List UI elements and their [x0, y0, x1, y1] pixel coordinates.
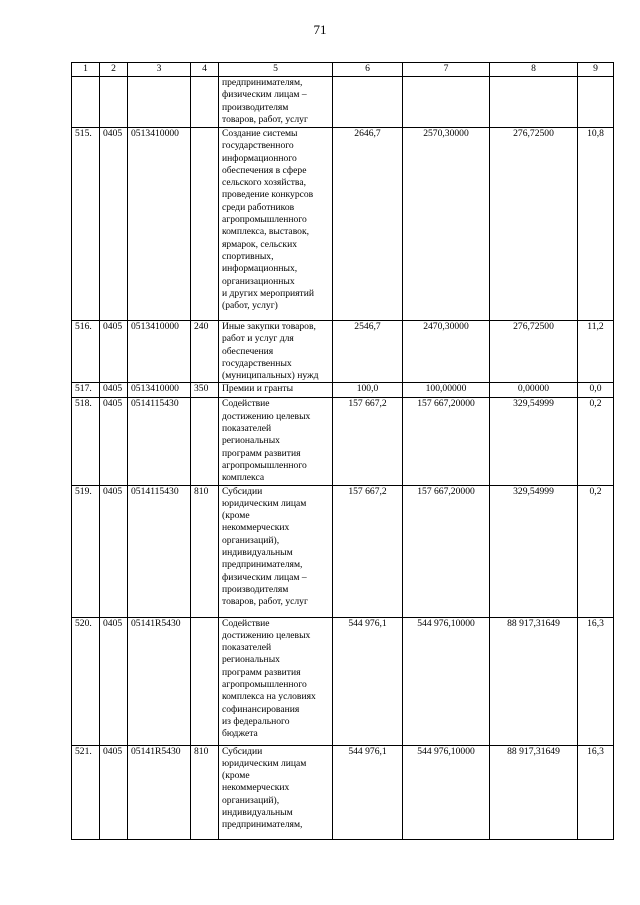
executed-amount: 88 917,31649	[490, 745, 578, 839]
column-header: 1	[72, 63, 100, 77]
approved-amount: 2646,7	[333, 128, 403, 321]
executed-amount: 276,72500	[490, 128, 578, 321]
target-article-code: 05141R5430	[128, 617, 191, 745]
header-row	[72, 63, 614, 77]
row-number	[72, 77, 100, 128]
executed-amount: 0,00000	[490, 383, 578, 398]
column-header: 2	[100, 63, 128, 77]
item-name: Содействие достижению целевых показателей региональных программ развития агропромышленного комплекса	[219, 398, 333, 485]
approved-amount: 544 976,1	[333, 617, 403, 745]
section-code: 0405	[100, 745, 128, 839]
plan-amount: 544 976,10000	[403, 745, 490, 839]
target-article-code: 0514115430	[128, 398, 191, 485]
item-name: Создание системы государственного информационного обеспечения в сфере сельского хозяйства, проведение конкурсов среди работников агропромышленного комплекса, выставок, ярмарок, сельских спортивных, информационных, организационных и других мероприятий (работ, услуг)	[219, 128, 333, 321]
approved-amount: 100,0	[333, 383, 403, 398]
item-name: предпринимателям, физическим лицам – производителям товаров, работ, услуг	[219, 77, 333, 128]
table-row	[72, 617, 614, 745]
expense-type-code	[191, 398, 219, 485]
table-row	[72, 383, 614, 398]
target-article-code: 0513410000	[128, 321, 191, 383]
row-number: 518.	[72, 398, 100, 485]
target-article-code: 0513410000	[128, 383, 191, 398]
expense-type-code	[191, 128, 219, 321]
column-header: 4	[191, 63, 219, 77]
row-number: 517.	[72, 383, 100, 398]
expense-type-code: 350	[191, 383, 219, 398]
approved-amount: 2546,7	[333, 321, 403, 383]
table-row	[72, 77, 614, 128]
item-name: Иные закупки товаров, работ и услуг для обеспечения государственных (муниципальных) нужд	[219, 321, 333, 383]
item-name: Субсидии юридическим лицам (кроме некоммерческих организаций), индивидуальным предпринимателям, физическим лицам – производителям товаров, работ, услуг	[219, 485, 333, 617]
target-article-code: 05141R5430	[128, 745, 191, 839]
section-code: 0405	[100, 128, 128, 321]
approved-amount: 157 667,2	[333, 398, 403, 485]
executed-amount: 276,72500	[490, 321, 578, 383]
execution-percent	[578, 77, 614, 128]
executed-amount: 329,54999	[490, 398, 578, 485]
table-row	[72, 128, 614, 321]
plan-amount: 100,00000	[403, 383, 490, 398]
expense-type-code: 240	[191, 321, 219, 383]
row-number: 516.	[72, 321, 100, 383]
column-header: 6	[333, 63, 403, 77]
item-name: Премии и гранты	[219, 383, 333, 398]
execution-percent: 16,3	[578, 745, 614, 839]
target-article-code	[128, 77, 191, 128]
column-header: 8	[490, 63, 578, 77]
plan-amount: 157 667,20000	[403, 485, 490, 617]
table-row	[72, 485, 614, 617]
column-header: 3	[128, 63, 191, 77]
expense-type-code: 810	[191, 745, 219, 839]
table-row	[72, 745, 614, 839]
section-code: 0405	[100, 321, 128, 383]
item-name: Содействие достижению целевых показателей региональных программ развития агропромышленного комплекса на условиях софинансирования из федерального бюджета	[219, 617, 333, 745]
section-code: 0405	[100, 485, 128, 617]
table-row	[72, 398, 614, 485]
item-name: Субсидии юридическим лицам (кроме некоммерческих организаций), индивидуальным предпринимателям,	[219, 745, 333, 839]
section-code: 0405	[100, 398, 128, 485]
column-header: 7	[403, 63, 490, 77]
budget-table	[71, 62, 614, 840]
plan-amount: 2470,30000	[403, 321, 490, 383]
plan-amount: 2570,30000	[403, 128, 490, 321]
executed-amount	[490, 77, 578, 128]
column-header: 9	[578, 63, 614, 77]
row-number: 520.	[72, 617, 100, 745]
executed-amount: 88 917,31649	[490, 617, 578, 745]
row-number: 519.	[72, 485, 100, 617]
row-number: 521.	[72, 745, 100, 839]
row-number: 515.	[72, 128, 100, 321]
plan-amount: 157 667,20000	[403, 398, 490, 485]
expense-type-code	[191, 617, 219, 745]
execution-percent: 16,3	[578, 617, 614, 745]
execution-percent: 11,2	[578, 321, 614, 383]
execution-percent: 0,2	[578, 398, 614, 485]
section-code	[100, 77, 128, 128]
expense-type-code	[191, 77, 219, 128]
page-number: 71	[313, 22, 327, 37]
column-header: 5	[219, 63, 333, 77]
execution-percent: 0,2	[578, 485, 614, 617]
table-row	[72, 321, 614, 383]
table-body	[72, 77, 614, 840]
executed-amount: 329,54999	[490, 485, 578, 617]
approved-amount: 544 976,1	[333, 745, 403, 839]
approved-amount: 157 667,2	[333, 485, 403, 617]
section-code: 0405	[100, 383, 128, 398]
section-code: 0405	[100, 617, 128, 745]
expense-type-code: 810	[191, 485, 219, 617]
plan-amount	[403, 77, 490, 128]
plan-amount: 544 976,10000	[403, 617, 490, 745]
execution-percent: 0,0	[578, 383, 614, 398]
execution-percent: 10,8	[578, 128, 614, 321]
target-article-code: 0513410000	[128, 128, 191, 321]
approved-amount	[333, 77, 403, 128]
target-article-code: 0514115430	[128, 485, 191, 617]
